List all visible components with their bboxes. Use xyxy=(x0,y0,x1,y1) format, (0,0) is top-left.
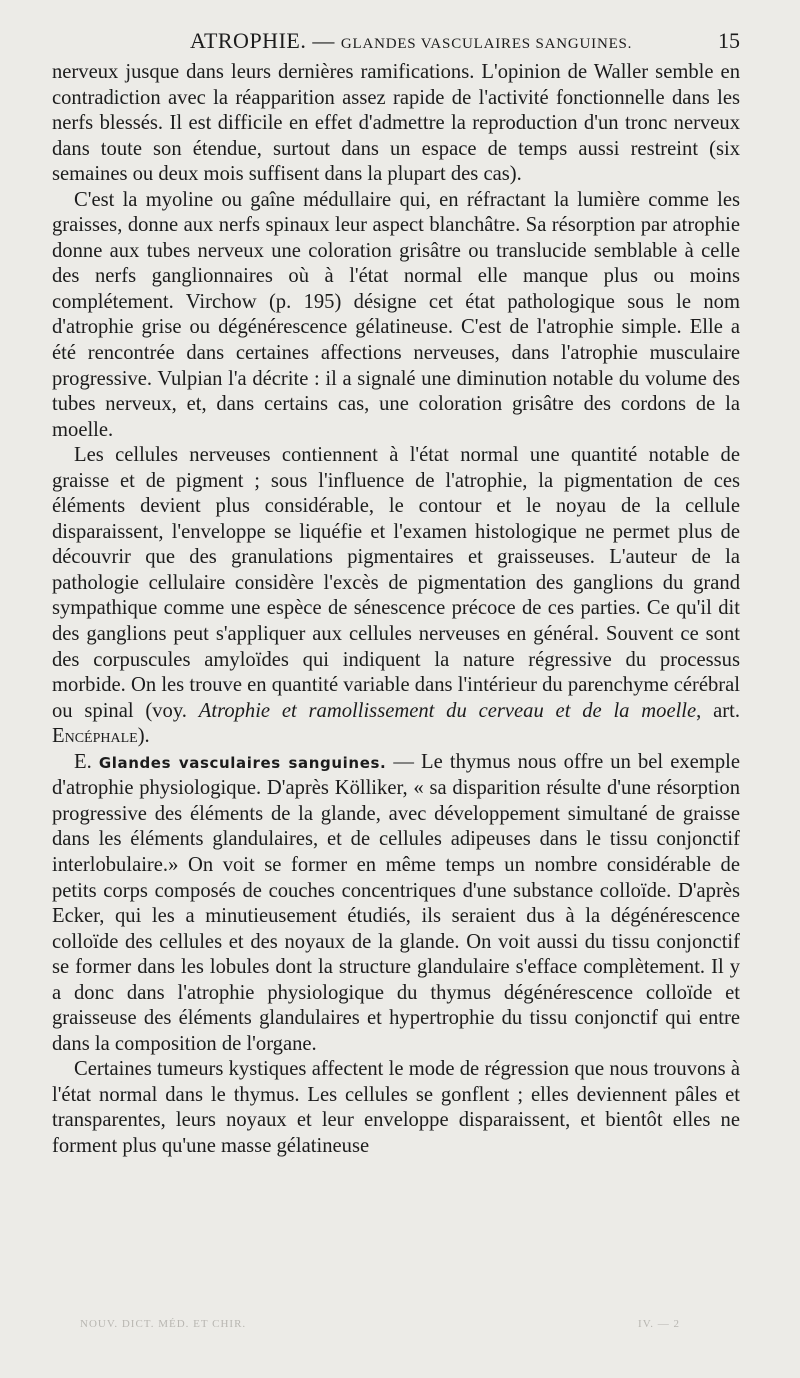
paragraph-3-text-c: ). xyxy=(137,725,150,748)
footer-volume-mark: IV. — 2 xyxy=(638,1318,680,1330)
header-title-separator: — xyxy=(306,28,341,53)
paragraph-3-text-a: Les cellules nerveuses contiennent à l'état normal une quantité notable de graisse et de pigment ; sous l'influence de l'atrophie, la pigmentation de ces éléments devient plus considérable, le contour et le noyau de la cellule disparaissent, l'enveloppe se liquéfie et l'examen histologique ne permet plus de découvrir que des granulations pigmentaires et graisseuses. L'auteur de la pathologie cellulaire considère l'excès de pigmentation des ganglions du grand sympathique comme une espèce de sénescence précoce de ces parties. Ce qu'il dit des ganglions peut s'appliquer aux cellules nerveuses en général. Souvent ce sont des corpuscules amyloïdes qui indiquent la nature régressive du processus morbide. On les trouve en quantité variable dans l'intérieur du parenchyme cérébral ou spinal (voy. xyxy=(52,444,740,722)
paragraph-3-article-name: Encéphale xyxy=(52,725,138,748)
section-title: Glandes vasculaires sanguines. xyxy=(98,753,387,772)
paragraph-3 xyxy=(52,443,740,750)
section-label: E. xyxy=(74,750,99,773)
paragraph-4 xyxy=(52,750,740,1058)
paragraph-4-text: — Le thymus nous offre un bel exemple d'atrophie physiologique. D'après Kölliker, « sa disparition résulte d'une résorption progressive des éléments de la glande, avec développement simultané de graisse dans les éléments glandulaires, et de cellules adipeuses dans le tissu conjonctif interlobulaire.» On voit se former en même temps un nombre considérable de petits corps composés de couches concentriques d'une substance colloïde. D'après Ecker, qui les a minutieusement étudiés, ils seraient dus à la dégénérescence colloïde des cellules et des noyaux de la glande. On voit aussi du tissu conjonctif se former dans les lobules dont la structure glandulaire s'efface complètement. Il y a donc dans l'atrophie physiologique du thymus dégénérescence colloïde et graisseuse des éléments glandulaires et hypertrophie du tissu conjonctif qui entre dans la composition de l'organe. xyxy=(52,750,740,1055)
header-title xyxy=(190,28,632,54)
paragraph-1: nerveux jusque dans leurs dernières ramifications. L'opinion de Waller semble en contradiction avec la réapparition assez rapide de l'activité fonctionnelle dans les nerfs blessés. Il est difficile en effet d'admettre la reproduction d'un tronc nerveux dans toute son étendue, surtout dans un espace de temps aussi restreint (six semaines ou deux mois suffisent dans la plupart des cas). xyxy=(52,61,740,186)
page-number: 15 xyxy=(718,28,740,53)
page-footer xyxy=(60,1318,700,1338)
paragraph-2: C'est la myoline ou gaîne médullaire qui, en réfractant la lumière comme les graisses, donne aux nerfs spinaux leur aspect blanchâtre. Sa résorption par atrophie donne aux tubes nerveux une coloration grisâtre ou translucide semblable à celle des nerfs ganglionnaires où à l'état normal elle manque plus ou moins complétement. Virchow (p. 195) désigne cet état pathologique sous le nom d'atrophie grise ou dégénérescence gélatineuse. C'est de l'atrophie simple. Elle a été rencontrée dans certaines affections nerveuses, dans l'atrophie musculaire progressive. Vulpian l'a décrite : il a signalé une diminution notable du volume des tubes nerveux, et, dans certains cas, une coloration grisâtre des cordons de la moelle. xyxy=(52,188,740,441)
paragraph-3-text-b: , art. xyxy=(696,699,740,722)
running-header xyxy=(52,28,742,58)
body-text xyxy=(52,60,740,1160)
paragraph-3-reference-title: Atrophie et ramollissement du cerveau et de la moelle xyxy=(198,699,697,722)
footer-signature: NOUV. DICT. MÉD. ET CHIR. xyxy=(80,1318,247,1330)
paragraph-5: Certaines tumeurs kystiques affectent le mode de régression que nous trouvons à l'état normal dans le thymus. Les cellules se gonflent ; elles deviennent pâles et transparentes, leurs noyaux et leur enveloppe disparaissent, et bientôt elles ne forment plus qu'une masse gélatineuse xyxy=(52,1058,740,1157)
header-title-sub: GLANDES VASCULAIRES SANGUINES. xyxy=(340,36,633,52)
header-title-main: ATROPHIE. xyxy=(190,28,307,53)
